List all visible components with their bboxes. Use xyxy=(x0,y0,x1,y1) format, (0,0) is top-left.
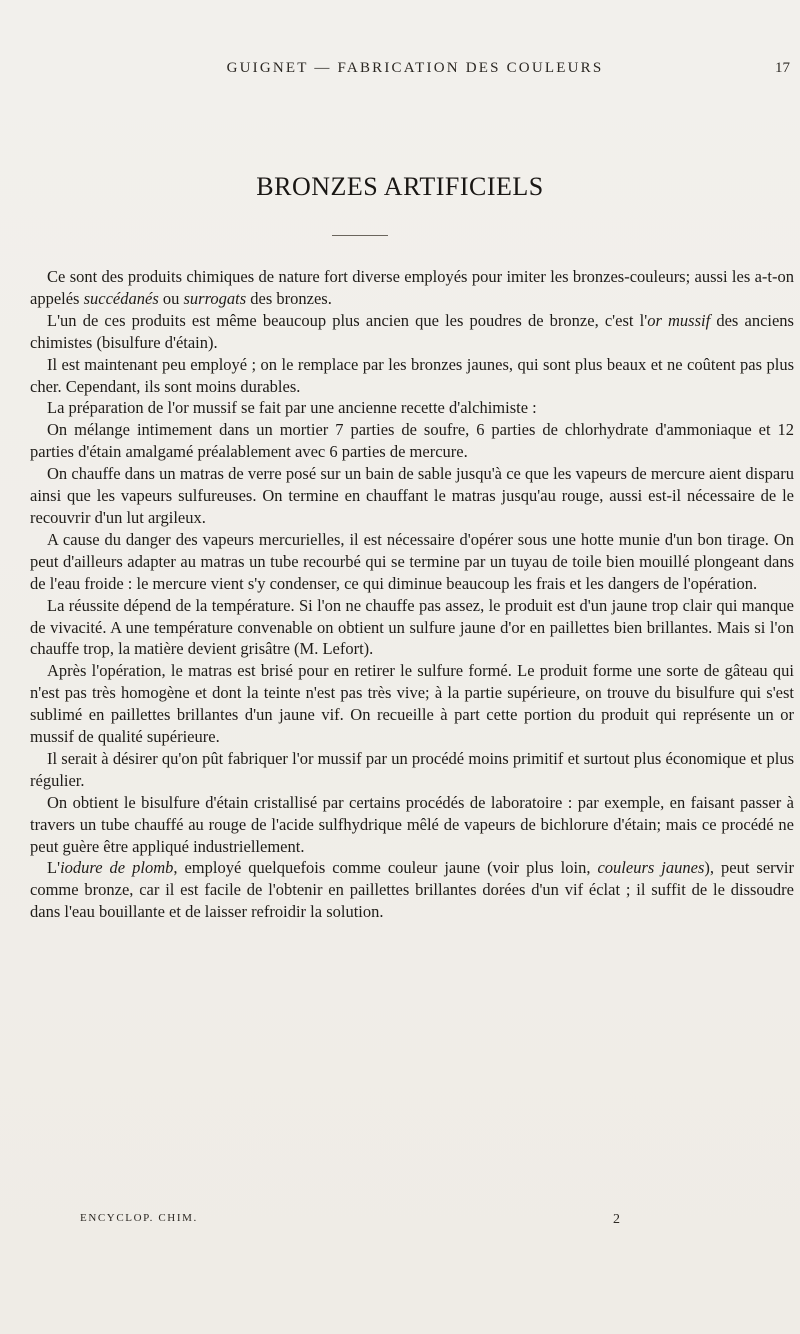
text-run: La préparation de l'or mussif se fait par une ancienne recette d'alchimiste : xyxy=(47,398,537,418)
text-run: L' xyxy=(47,858,61,878)
page-number: 17 xyxy=(775,60,790,76)
italic-term: iodure de plomb xyxy=(60,858,174,878)
text-run: Ce sont des produits chimiques de nature fort diverse employés pour imiter les bronzes-couleurs; aussi les a-t-on appelés xyxy=(30,267,794,308)
text-run: Après l'opération, le matras est brisé pour en retirer le sulfure formé. Le produit forme une sorte de gâteau qui n'est pas très homogène et dont la teinte n'est pas très vive; à la partie supérieure, on trouve du bisulfure qui s'est sublimé en paillettes brillantes d'un jaune vif. On recueille à part cette portion du produit qui représente un or mussif de qualité supérieure. xyxy=(30,661,794,747)
text-run: Il est maintenant peu employé ; on le remplace par les bronzes jaunes, qui sont plus beaux et ne coûtent pas plus cher. Cependant, ils sont moins durables. xyxy=(30,354,794,396)
text-run: A cause du danger des vapeurs mercurielles, il est nécessaire d'opérer sous une hotte munie d'un bon tirage. On peut d'ailleurs adapter au matras un tube recourbé qui se termine par un tuyau de toile bien mouillé plongeant dans de l'eau froide : le mercure vient s'y condenser, ce qui diminue beaucoup les frais et les dangers de l'opération. xyxy=(30,529,794,593)
italic-term: succédanés xyxy=(83,288,159,308)
text-run: des bronzes. xyxy=(246,288,332,308)
section-title: BRONZES ARTIFICIELS xyxy=(256,172,544,201)
text-run: On mélange intimement dans un mortier 7 parties de soufre, 6 parties de chlorhydrate d'ammoniaque et 12 parties d'étain amalgamé préalablement avec 6 parties de mercure. xyxy=(30,420,794,462)
italic-term: surrogats xyxy=(183,288,247,308)
paragraph xyxy=(30,595,794,661)
text-run: On obtient le bisulfure d'étain cristallisé par certains procédés de laboratoire : par exemple, en faisant passer à travers un tube chauffé au rouge de l'acide sulfhydrique mêlé de vapeurs de bichlorure d'étain; mais ce procédé ne peut guère être appliqué industriellement. xyxy=(30,792,794,856)
paragraph xyxy=(30,463,794,529)
paragraph xyxy=(30,266,794,310)
body-text xyxy=(30,266,794,923)
paragraph xyxy=(30,792,794,858)
text-run: Il serait à désirer qu'on pût fabriquer l'or mussif par un procédé moins primitif et surtout plus économique et plus régulier. xyxy=(30,748,794,790)
text-run: La réussite dépend de la température. Si l'on ne chauffe pas assez, le produit est d'un jaune trop clair qui manque de vivacité. A une température convenable on obtient un sulfure jaune d'or en paillettes bien brillantes. Mais si l'on chauffe trop, la matière devient grisâtre (M. Lefort). xyxy=(30,595,794,659)
text-run: L'un de ces produits est même beaucoup plus ancien que les poudres de bronze, c'est l' xyxy=(47,310,648,330)
paragraph xyxy=(30,529,794,595)
page-header xyxy=(30,60,800,88)
paragraph xyxy=(30,310,794,354)
printer-signature: ENCYCLOP. CHIM. xyxy=(80,1212,198,1224)
text-run: ou xyxy=(158,288,184,308)
paragraph xyxy=(30,748,794,792)
italic-term: couleurs jaunes xyxy=(597,858,705,878)
text-run: ), peut servir comme bronze, car il est facile de l'obtenir en paillettes brillantes dorées d'un vif éclat ; il suffit de le dissoudre dans l'eau bouillante et de laisser refroidir la solution. xyxy=(30,858,794,922)
paragraph xyxy=(30,397,794,419)
running-head: GUIGNET — FABRICATION DES COULEURS xyxy=(226,60,604,76)
paragraph xyxy=(30,419,794,463)
paragraph xyxy=(30,857,794,923)
title-rule xyxy=(332,235,388,236)
paragraph xyxy=(30,660,794,748)
text-run: On chauffe dans un matras de verre posé sur un bain de sable jusqu'à ce que les vapeurs de mercure aient disparu ainsi que les vapeurs sulfureuses. On termine en chauffant le matras jusqu'au rouge, aussi est-il nécessaire de le recouvrir d'un lut argileux. xyxy=(30,464,794,527)
sheet-number: 2 xyxy=(613,1212,620,1227)
text-run: des anciens chimistes (bisulfure d'étain). xyxy=(30,310,794,352)
page-footer xyxy=(80,1212,620,1232)
text-run: , employé quelquefois comme couleur jaune (voir plus loin, xyxy=(173,858,598,878)
paragraph xyxy=(30,354,794,398)
italic-term: or mussif xyxy=(647,310,711,330)
